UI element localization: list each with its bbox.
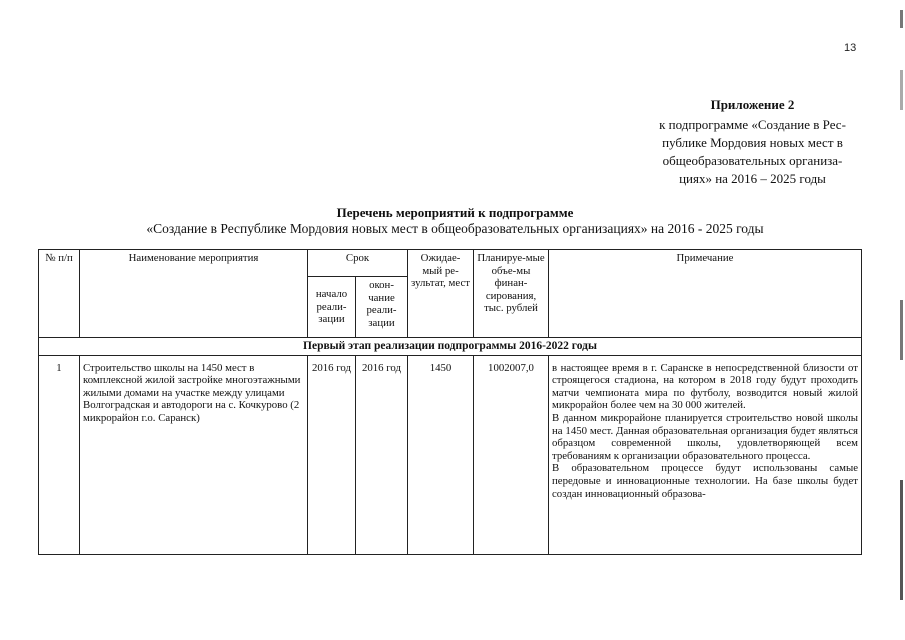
document-heading — [60, 205, 850, 237]
appendix-block — [630, 96, 875, 188]
header-name: Наименование мероприятия — [80, 250, 308, 338]
appendix-title: Приложение 2 — [710, 97, 795, 112]
row-expected: 1450 — [408, 355, 474, 554]
header-term-start: начало реали-зации — [308, 277, 356, 338]
header-note: Примечание — [549, 250, 862, 338]
heading-line-1: Перечень мероприятий к подпрограмме — [336, 205, 574, 220]
note-paragraph: в настоящее время в г. Саранске в непосредственной близости от строящегося стадиона, на котором в 2018 году будут проходить матчи чемпионата мира по футболу, возводится новый жилой микрорайон более чем на 30 000 жителей. — [552, 361, 858, 412]
measures-table — [38, 249, 862, 555]
heading-line-2: «Создание в Республике Мордовия новых мест в общеобразовательных организациях» на 2016 - 2025 годы — [146, 221, 764, 236]
header-num: № п/п — [39, 250, 80, 338]
row-end: 2016 год — [356, 355, 408, 554]
appendix-line: к подпрограмме «Создание в Рес- — [659, 117, 846, 132]
scan-mark — [900, 300, 903, 360]
appendix-line: общеобразовательных организа- — [662, 153, 843, 168]
header-expected: Ожидае-мый ре-зультат, мест — [408, 250, 474, 338]
appendix-line: циях» на 2016 – 2025 годы — [679, 171, 826, 186]
stage-row: Первый этап реализации подпрограммы 2016-2022 годы — [39, 338, 862, 356]
row-note — [549, 355, 862, 554]
header-term: Срок — [308, 250, 408, 277]
header-term-end: окон-чание реали-зации — [356, 277, 408, 338]
header-planned: Планируе-мые объе-мы финан-сирования, тыс. рублей — [474, 250, 549, 338]
scan-mark — [900, 10, 903, 28]
scan-edge-artifact — [895, 0, 905, 640]
row-num: 1 — [39, 355, 80, 554]
row-start: 2016 год — [308, 355, 356, 554]
page-number: 13 — [844, 42, 857, 54]
scan-mark — [900, 480, 903, 600]
scan-mark — [900, 70, 903, 110]
table-row — [39, 355, 862, 554]
note-paragraph: В данном микрорайоне планируется строительство новой школы на 1450 мест. Данная образовательная организация будет являться образцом современной школы, удовлетворяющей всем требованиям к организации образовательного процесса. — [552, 411, 858, 462]
row-planned: 1002007,0 — [474, 355, 549, 554]
row-name: Строительство школы на 1450 мест в комплексной жилой застройке многоэтажными жилыми домами на участке между улицами Волгоградская и автодороги на с. Кочкурово (2 микрорайон г.о. Саранск) — [80, 355, 308, 554]
note-paragraph: В образовательном процессе будут использованы самые передовые и инновационные технологии. На базе школы будет создан инновационный образова- — [552, 462, 858, 500]
appendix-line: публике Мордовия новых мест в — [662, 135, 843, 150]
